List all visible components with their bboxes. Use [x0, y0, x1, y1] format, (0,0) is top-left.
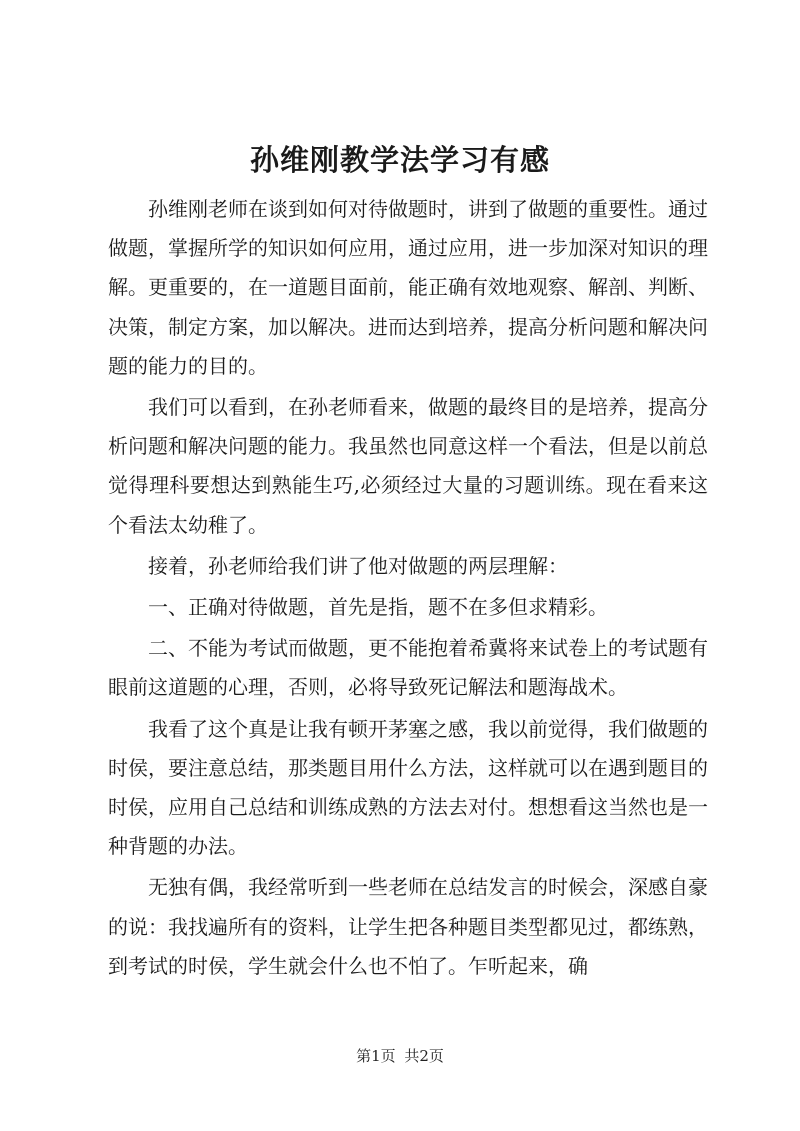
- page-total: 共2页: [404, 1047, 444, 1065]
- page-number: 第1页: [356, 1047, 396, 1065]
- paragraph: 我看了这个真是让我有顿开茅塞之感，我以前觉得，我们做题的时侯，要注意总结，那类题目用什么方法，这样就可以在遇到题目的时侯，应用自己总结和训练成熟的方法去对付。想想看这当然也是一种背题的办法。: [108, 716, 708, 859]
- paragraph: 二、不能为考试而做题，更不能抱着希冀将来试卷上的考试题有眼前这道题的心理，否则，必将导致死记解法和题海战术。: [108, 636, 708, 700]
- paragraph: 接着，孙老师给我们讲了他对做题的两层理解：: [148, 553, 568, 578]
- paragraph: 我们可以看到，在孙老师看来，做题的最终目的是培养，提高分析问题和解决问题的能力。我虽然也同意这样一个看法，但是以前总觉得理科要想达到熟能生巧,必须经过大量的习题训练。现在看来这个看法太幼稚了。: [108, 395, 708, 537]
- page-footer: [0, 1046, 800, 1066]
- document-title: 孙维刚教学法学习有感: [249, 143, 550, 177]
- document-body: [108, 190, 708, 988]
- paragraph: 一、正确对待做题，首先是指，题不在多但求精彩。: [148, 595, 608, 620]
- paragraph: 孙维刚老师在谈到如何对待做题时，讲到了做题的重要性。通过做题，掌握所学的知识如何应用，通过应用，进一步加深对知识的理解。更重要的，在一道题目面前，能正确有效地观察、解剖、判断、决策，制定方案，加以解决。进而达到培养，提高分析问题和解决问题的能力的目的。: [108, 197, 708, 378]
- paragraph: 无独有偶，我经常听到一些老师在总结发言的时候会，深感自豪的说：我找遍所有的资料，让学生把各种题目类型都见过，都练熟，到考试的时侯，学生就会什么也不怕了。乍听起来，确: [108, 875, 708, 978]
